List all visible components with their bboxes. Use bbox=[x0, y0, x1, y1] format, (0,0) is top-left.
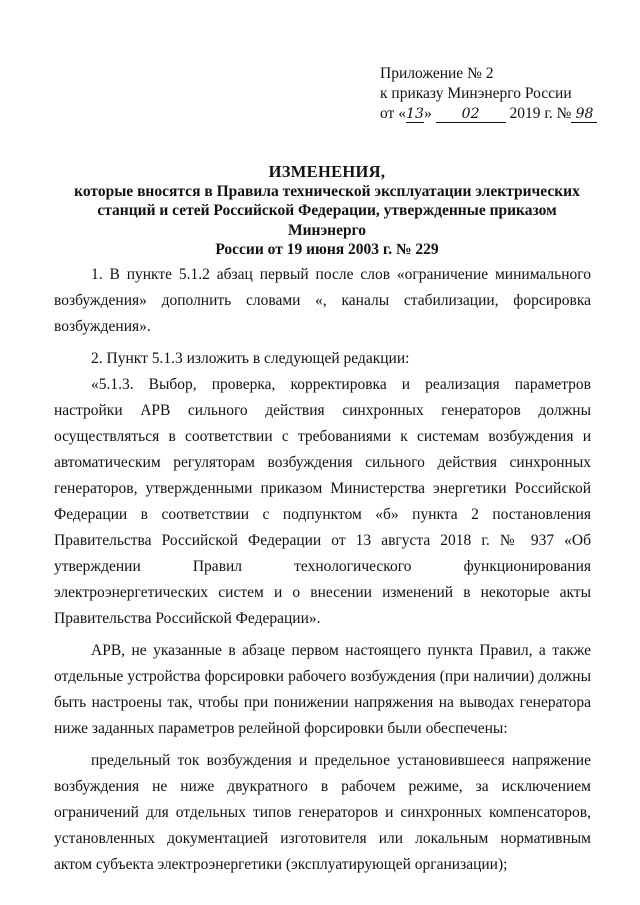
heading-line-1: которые вносятся в Правила технической эксплуатации электрических bbox=[74, 182, 580, 200]
document-body bbox=[54, 262, 591, 878]
appendix-order-ref: к приказу Минэнерго России bbox=[380, 85, 572, 102]
heading-title: ИЗМЕНЕНИЯ, bbox=[268, 162, 386, 181]
date-prefix: от « bbox=[380, 105, 406, 122]
paragraph-5: предельный ток возбуждения и предельное установившееся напряжение возбуждения не ниже двукратного в рабочем режиме, за исключением ограничений для отдельных типов генераторов и синхронных компенсаторов, установленных документацией изготовителя или локальным нормативным актом субъекта электроэнергетики (эксплуатирующей организации); bbox=[54, 752, 591, 873]
date-year: 2019 г. № bbox=[509, 105, 572, 122]
appendix-title: Приложение № 2 bbox=[380, 65, 494, 82]
appendix-block bbox=[380, 64, 594, 124]
paragraph-2: 2. Пункт 5.1.3 изложить в следующей редакции: bbox=[91, 350, 410, 367]
document-heading bbox=[60, 162, 594, 260]
date-separator: » bbox=[423, 105, 432, 122]
paragraph-1: 1. В пункте 5.1.2 абзац первый после слов «ограничение минимального возбуждения» дополнить словами «, каналы стабилизации, форсировка возбуждения». bbox=[54, 266, 591, 335]
paragraph-4: АРВ, не указанные в абзаце первом настоящего пункта Правил, а также отдельные устройства форсировки рабочего возбуждения (при наличии) должны быть настроены так, чтобы при понижении напряжения на выводах генератора ниже заданных параметров релейной форсировки были обеспечены: bbox=[54, 642, 591, 737]
handwritten-number: 98 bbox=[571, 106, 597, 123]
handwritten-day: 13 bbox=[406, 106, 424, 122]
paragraph-3: «5.1.3. Выбор, проверка, корректировка и реализация параметров настройки АРВ сильного действия синхронных генераторов должны осуществляться в соответствии с требованиями к системам возбуждения и автоматическим регуляторам возбуждения сильного действия синхронных генераторов, утвержденными приказом Министерства энергетики Российской Федерации в соответствии с подпунктом «б» пункта 2 постановления Правительства Российской Федерации от 13 августа 2018 г. № 937 «Об утверждении Правил технологического функционирования электроэнергетических систем и о внесении изменений в некоторые акты Правительства Российской Федерации». bbox=[54, 376, 591, 627]
heading-line-3: России от 19 июня 2003 г. № 229 bbox=[215, 241, 439, 258]
appendix-date-line bbox=[380, 104, 594, 124]
heading-line-2: станций и сетей Российской Федерации, утвержденные приказом Минэнерго bbox=[97, 202, 557, 239]
handwritten-month: 02 bbox=[436, 106, 506, 123]
